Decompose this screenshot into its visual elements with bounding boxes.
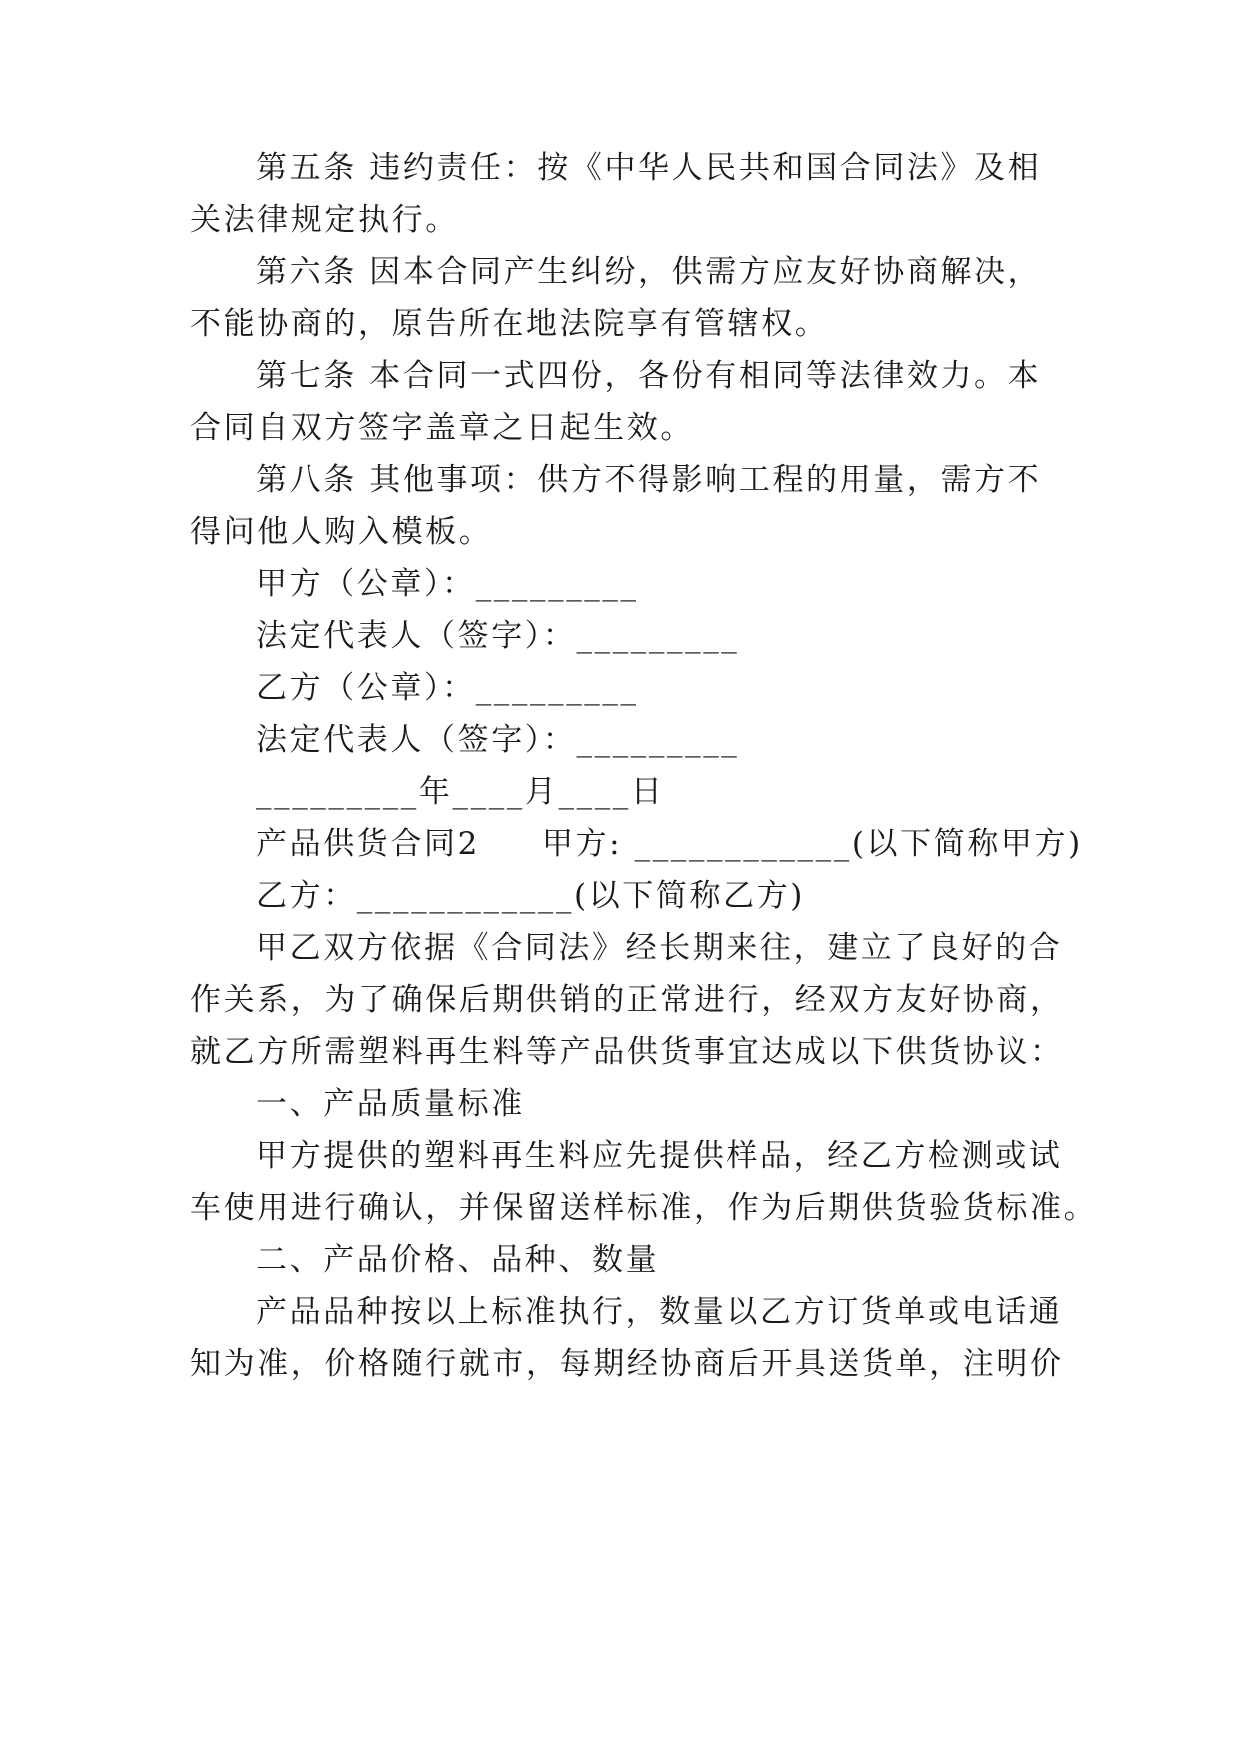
party-a-representative-line: 法定代表人（签字）：_________ bbox=[256, 618, 740, 654]
article-7-line-1: 第七条 本合同一式四份，各份有相同等法律效力。本 bbox=[256, 358, 1042, 394]
section-2-heading: 二、产品价格、品种、数量 bbox=[256, 1242, 660, 1278]
intro-line-1: 甲乙双方依据《合同法》经长期来往，建立了良好的合 bbox=[256, 930, 1063, 966]
party-a-seal-line: 甲方（公章）：_________ bbox=[256, 566, 639, 602]
article-8-line-2: 得问他人购入模板。 bbox=[190, 514, 493, 550]
article-7-line-2: 合同自双方签字盖章之日起生效。 bbox=[190, 410, 694, 446]
contract-2-title: 产品供货合同2 bbox=[256, 826, 480, 862]
intro-line-3: 就乙方所需塑料再生料等产品供货事宜达成以下供货协议： bbox=[190, 1034, 1064, 1070]
contract-2-party-b: 乙方：____________(以下简称乙方) bbox=[256, 878, 805, 914]
contract-2-title-row bbox=[256, 824, 1083, 864]
article-6-line-1: 第六条 因本合同产生纠纷，供需方应友好协商解决， bbox=[256, 254, 1042, 290]
intro-line-2: 作关系，为了确保后期供销的正常进行，经双方友好协商， bbox=[190, 982, 1064, 1018]
article-5-line-1: 第五条 违约责任：按《中华人民共和国合同法》及相 bbox=[256, 150, 1042, 186]
party-b-seal-line: 乙方（公章）：_________ bbox=[256, 670, 639, 706]
section-1-line-1: 甲方提供的塑料再生料应先提供样品，经乙方检测或试 bbox=[256, 1138, 1063, 1174]
article-5-line-2: 关法律规定执行。 bbox=[190, 202, 459, 238]
article-6-line-2: 不能协商的，原告所在地法院享有管辖权。 bbox=[190, 306, 829, 342]
section-1-line-2: 车使用进行确认，并保留送样标准，作为后期供货验货标准。 bbox=[190, 1190, 1098, 1226]
contract-2-party-a: 甲方: ____________(以下简称甲方) bbox=[541, 826, 1083, 862]
section-1-heading: 一、产品质量标准 bbox=[256, 1086, 525, 1122]
article-8-line-1: 第八条 其他事项：供方不得影响工程的用量，需方不 bbox=[256, 462, 1042, 498]
section-2-line-1: 产品品种按以上标准执行，数量以乙方订货单或电话通 bbox=[256, 1294, 1063, 1330]
party-b-representative-line: 法定代表人（签字）：_________ bbox=[256, 722, 740, 758]
signing-date-line: _________年____月____日 bbox=[256, 774, 665, 810]
section-2-line-2: 知为准，价格随行就市，每期经协商后开具送货单，注明价 bbox=[190, 1346, 1064, 1382]
